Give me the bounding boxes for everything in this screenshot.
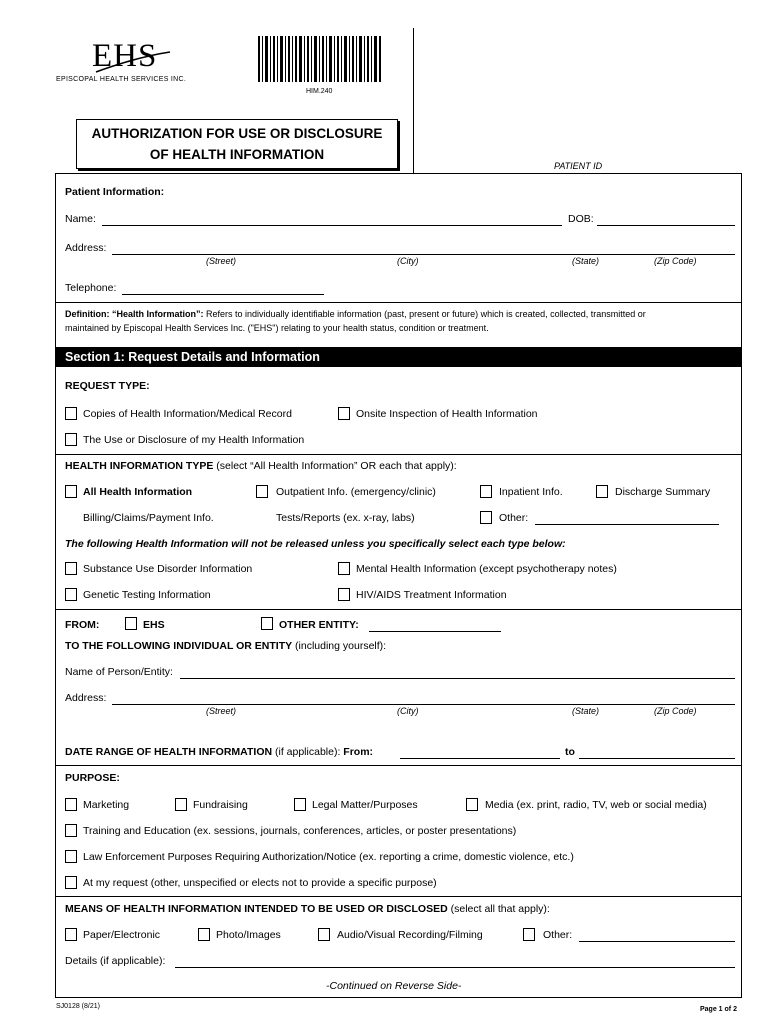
to-heading: TO THE FOLLOWING INDIVIDUAL OR ENTITY — [65, 640, 293, 652]
onsite-label: Onsite Inspection of Health Information — [356, 408, 538, 420]
hiv-checkbox[interactable] — [338, 588, 350, 601]
inpatient-label: Inpatient Info. — [499, 486, 563, 498]
patient-id-label: PATIENT ID — [554, 161, 603, 171]
purpose-heading: PURPOSE: — [65, 772, 120, 784]
fundraising-checkbox[interactable] — [175, 798, 187, 811]
outpatient-checkbox[interactable] — [256, 485, 268, 498]
copies-label: Copies of Health Information/Medical Record — [83, 408, 292, 420]
means-heading: MEANS OF HEALTH INFORMATION INTENDED TO BE USED OR DISCLOSED — [65, 903, 448, 915]
divider — [56, 609, 741, 610]
substance-checkbox[interactable] — [65, 562, 77, 575]
other-info-field[interactable] — [535, 524, 719, 525]
tests-label: Tests/Reports (ex. x-ray, labs) — [276, 512, 415, 524]
all-health-info-checkbox[interactable] — [65, 485, 77, 498]
onsite-checkbox[interactable] — [338, 407, 350, 420]
means-line — [65, 903, 550, 915]
training-checkbox[interactable] — [65, 824, 77, 837]
from-label: FROM: — [65, 619, 100, 631]
use-disclosure-checkbox[interactable] — [65, 433, 77, 446]
genetic-checkbox[interactable] — [65, 588, 77, 601]
form-title-line1: AUTHORIZATION FOR USE OR DISCLOSURE — [91, 126, 383, 141]
means-other-field[interactable] — [579, 941, 735, 942]
name-label: Name: — [65, 213, 96, 225]
section1-header: Section 1: Request Details and Information — [56, 347, 741, 367]
media-checkbox[interactable] — [466, 798, 478, 811]
photo-label: Photo/Images — [216, 929, 281, 941]
logo-subtitle: EPISCOPAL HEALTH SERVICES INC. — [56, 76, 187, 83]
definition-line2: maintained by Episcopal Health Services Inc. ("EHS") relating to your health status, condition or treatment. — [65, 323, 489, 333]
address-label: Address: — [65, 242, 107, 254]
means-other-label: Other: — [543, 929, 573, 941]
date-range-note: (if applicable): — [275, 746, 341, 758]
zip-caption: (Zip Code) — [654, 256, 697, 266]
form-code: SJ0128 (8/21) — [56, 1003, 100, 1010]
details-field[interactable] — [175, 967, 735, 968]
definition-text-1: Refers to individually identifiable information (past, present or future) which is created, collected, transmitted or — [206, 309, 646, 319]
authorization-form — [55, 173, 742, 998]
recipient-address-label: Address: — [65, 692, 107, 704]
to-date-field[interactable] — [579, 758, 735, 759]
billing-label: Billing/Claims/Payment Info. — [83, 512, 214, 524]
person-entity-label: Name of Person/Entity: — [65, 666, 173, 678]
street-caption: (Street) — [206, 256, 237, 266]
means-other-checkbox[interactable] — [523, 928, 535, 941]
zip-caption: (Zip Code) — [654, 706, 697, 716]
barcode-icon — [258, 36, 382, 82]
mental-health-checkbox[interactable] — [338, 562, 350, 575]
fundraising-label: Fundraising — [193, 799, 248, 811]
audio-visual-label: Audio/Visual Recording/Filming — [337, 929, 483, 941]
request-type-heading: REQUEST TYPE: — [65, 380, 150, 392]
to-date-label: to — [565, 746, 575, 758]
my-request-checkbox[interactable] — [65, 876, 77, 889]
patient-address-field[interactable] — [112, 254, 735, 255]
telephone-label: Telephone: — [65, 282, 117, 294]
law-enforcement-checkbox[interactable] — [65, 850, 77, 863]
divider — [56, 896, 741, 897]
to-note: (including yourself): — [295, 640, 387, 652]
dob-field[interactable] — [597, 225, 735, 226]
city-caption: (City) — [397, 706, 419, 716]
definition-line1 — [65, 309, 646, 319]
from-other-checkbox[interactable] — [261, 617, 273, 630]
all-health-info-label: All Health Information — [83, 486, 193, 498]
to-line — [65, 640, 386, 652]
other-info-label: Other: — [499, 512, 529, 524]
discharge-checkbox[interactable] — [596, 485, 608, 498]
patient-name-field[interactable] — [102, 225, 562, 226]
divider — [56, 454, 741, 455]
media-label: Media (ex. print, radio, TV, web or social media) — [485, 799, 707, 811]
form-title-line2: OF HEALTH INFORMATION — [149, 147, 325, 162]
from-ehs-label: EHS — [143, 619, 165, 631]
person-entity-field[interactable] — [180, 678, 735, 679]
from-ehs-checkbox[interactable] — [125, 617, 137, 630]
dob-label: DOB: — [568, 213, 594, 225]
divider — [56, 765, 741, 766]
inpatient-checkbox[interactable] — [480, 485, 492, 498]
definition-label: Definition: “Health Information”: — [65, 309, 204, 319]
divider — [56, 302, 741, 303]
discharge-label: Discharge Summary — [615, 486, 711, 498]
hit-line — [65, 460, 457, 472]
means-note: (select all that apply): — [450, 903, 550, 915]
hiv-label: HIV/AIDS Treatment Information — [356, 589, 507, 601]
other-info-checkbox[interactable] — [480, 511, 492, 524]
patient-info-heading: Patient Information: — [65, 186, 165, 198]
photo-checkbox[interactable] — [198, 928, 210, 941]
details-label: Details (if applicable): — [65, 955, 166, 967]
legal-label: Legal Matter/Purposes — [312, 799, 418, 811]
ehs-logo: EHS — [92, 38, 158, 74]
from-other-label: OTHER ENTITY: — [279, 619, 359, 631]
marketing-checkbox[interactable] — [65, 798, 77, 811]
city-caption: (City) — [397, 256, 419, 266]
header-divider — [413, 28, 414, 173]
not-released-notice: The following Health Information will not be released unless you specifically select each type below: — [65, 538, 566, 550]
paper-checkbox[interactable] — [65, 928, 77, 941]
recipient-address-field[interactable] — [112, 704, 735, 705]
from-date-field[interactable] — [400, 758, 560, 759]
telephone-field[interactable] — [122, 294, 324, 295]
continued-notice: -Continued on Reverse Side- — [326, 980, 462, 992]
legal-checkbox[interactable] — [294, 798, 306, 811]
audio-visual-checkbox[interactable] — [318, 928, 330, 941]
street-caption: (Street) — [206, 706, 237, 716]
law-enforcement-label: Law Enforcement Purposes Requiring Authorization/Notice (ex. reporting a crime, domestic violence, etc.) — [83, 851, 574, 863]
training-label: Training and Education (ex. sessions, journals, conferences, articles, or poster presentations) — [83, 825, 517, 837]
barcode-label: HIM.240 — [306, 88, 333, 95]
copies-checkbox[interactable] — [65, 407, 77, 420]
hit-heading: HEALTH INFORMATION TYPE — [65, 460, 214, 472]
outpatient-label: Outpatient Info. (emergency/clinic) — [276, 486, 436, 498]
use-disclosure-label: The Use or Disclosure of my Health Information — [83, 434, 305, 446]
my-request-label: At my request (other, unspecified or elects not to provide a specific purpose) — [83, 877, 437, 889]
form-title — [76, 119, 398, 169]
page-number: Page 1 of 2 — [700, 1006, 737, 1013]
marketing-label: Marketing — [83, 799, 130, 811]
date-range-heading: DATE RANGE OF HEALTH INFORMATION — [65, 746, 273, 758]
genetic-label: Genetic Testing Information — [83, 589, 211, 601]
date-range-line — [65, 746, 373, 758]
hit-note: (select “All Health Information” OR each that apply): — [216, 460, 457, 472]
substance-label: Substance Use Disorder Information — [83, 563, 253, 575]
state-caption: (State) — [572, 706, 600, 716]
paper-label: Paper/Electronic — [83, 929, 161, 941]
other-entity-field[interactable] — [369, 631, 501, 632]
from-date-label: From: — [343, 746, 374, 758]
mental-health-label: Mental Health Information (except psychotherapy notes) — [356, 563, 617, 575]
state-caption: (State) — [572, 256, 600, 266]
